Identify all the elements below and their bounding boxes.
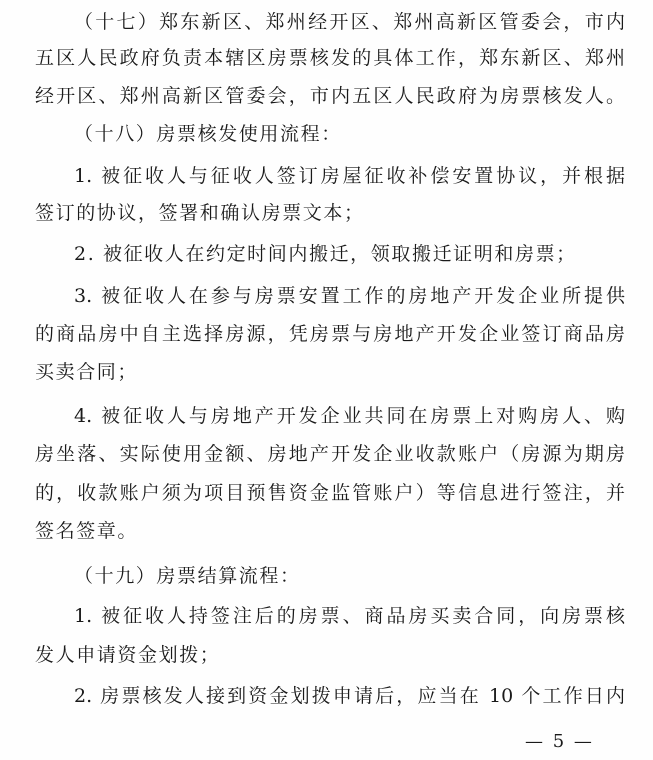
paragraph-17-line-2: 五区人民政府负责本辖区房票核发的具体工作，郑东新区、郑州 (35, 47, 625, 69)
item-19-1-line-1: 1. 被征收人持签注后的房票、商品房买卖合同，向房票核 (74, 605, 625, 627)
paragraph-17-line-1: （十七）郑东新区、郑州经开区、郑州高新区管委会，市内 (74, 11, 625, 33)
item-18-4-line-1: 4. 被征收人与房地产开发企业共同在房票上对购房人、购 (74, 405, 625, 427)
section-19-heading: （十九）房票结算流程： (74, 565, 301, 587)
item-18-3-line-3: 买卖合同； (35, 361, 139, 383)
item-19-1-line-2: 发人申请资金划拨； (35, 644, 221, 666)
item-18-3-line-1: 3. 被征收人在参与房票安置工作的房地产开发企业所提供 (74, 285, 625, 307)
item-19-2-line-1: 2. 房票核发人接到资金划拨申请后，应当在 10 个工作日内 (74, 685, 625, 707)
item-18-4-line-3: 的，收款账户须为项目预售资金监管账户）等信息进行签注，并 (35, 482, 625, 504)
item-18-4-line-2: 房坐落、实际使用金额、房地产开发企业收款账户（房源为期房 (35, 443, 625, 465)
page-number: — 5 — (525, 731, 594, 752)
item-18-4-line-4: 签名签章。 (35, 520, 139, 542)
paragraph-17-line-3: 经开区、郑州高新区管委会，市内五区人民政府为房票核发人。 (35, 85, 625, 107)
item-18-3-line-2: 的商品房中自主选择房源，凭房票与房地产开发企业签订商品房 (35, 323, 625, 345)
section-18-heading: （十八）房票核发使用流程： (74, 123, 342, 145)
item-18-1-line-1: 1. 被征收人与征收人签订房屋征收补偿安置协议，并根据 (74, 165, 625, 187)
item-18-2: 2. 被征收人在约定时间内搬迁，领取搬迁证明和房票； (74, 243, 577, 265)
item-18-1-line-2: 签订的协议，签署和确认房票文本； (35, 202, 365, 224)
